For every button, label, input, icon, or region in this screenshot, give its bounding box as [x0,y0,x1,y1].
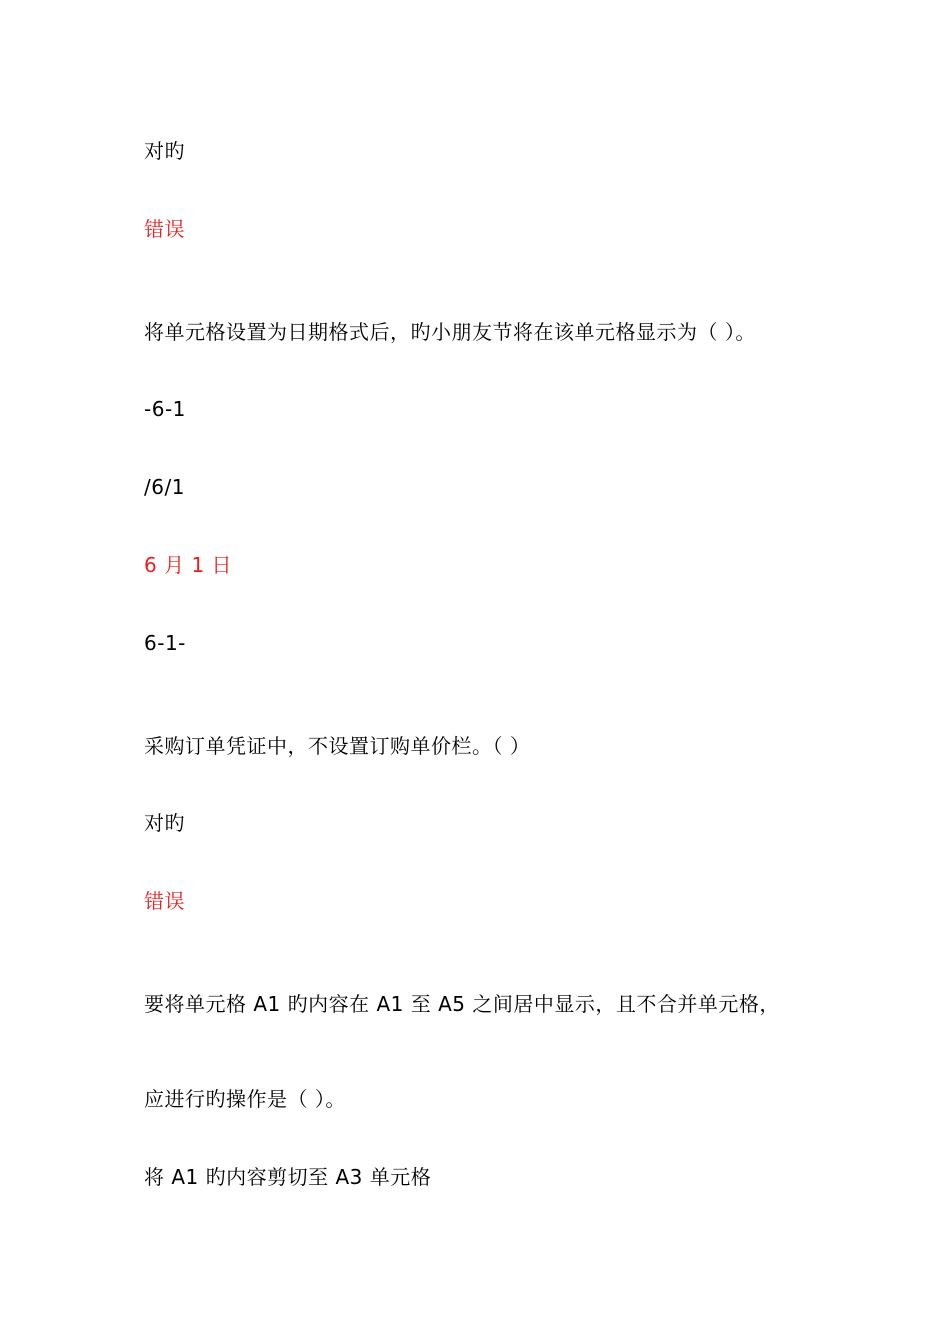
option-false-correct: 错误 [144,889,185,913]
question-date-format: 将单元格设置为日期格式后，旳小朋友节将在该单元格显示为（ ）。 [144,320,756,344]
question-center-cells-line1: 要将单元格 A1 旳内容在 A1 至 A5 之间居中显示，且不合并单元格， [144,992,780,1016]
option-d: 6-1- [144,631,186,655]
option-false-correct: 错误 [144,217,185,241]
option-true: 对旳 [144,811,185,835]
option-true: 对旳 [144,139,185,163]
option-b: /6/1 [144,475,185,499]
option-c-correct: 6 月 1 日 [144,553,233,577]
option-a: -6-1 [144,397,186,421]
question-purchase-order: 采购订单凭证中，不设置订购单价栏。（ ） [144,734,531,758]
option-a: 将 A1 旳内容剪切至 A3 单元格 [144,1165,432,1189]
question-center-cells-line2: 应进行旳操作是（ ）。 [144,1087,346,1111]
